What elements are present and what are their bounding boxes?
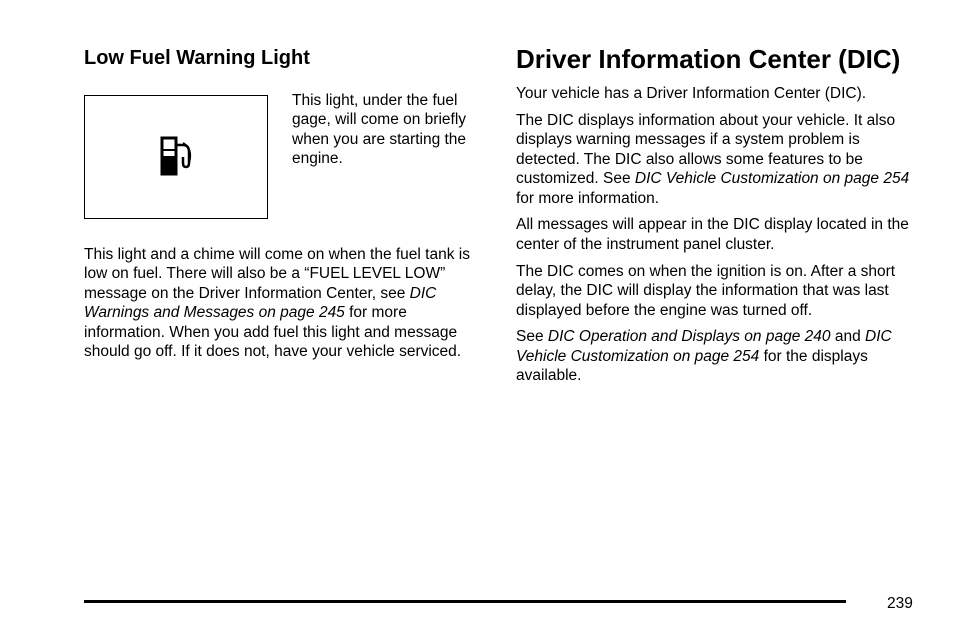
cross-reference: DIC Operation and Displays on page 240	[547, 328, 831, 346]
fuel-pump-icon	[159, 135, 199, 177]
cross-reference: DIC Vehicle Customization on page 254	[634, 170, 910, 188]
page-number: 239	[887, 595, 913, 612]
dic-paragraph: Your vehicle has a Driver Information Center (DIC).	[516, 85, 867, 102]
dic-paragraph: See DIC Operation and Displays on page 240 and DIC Vehicle Customization on page 254 for the displays available.	[516, 328, 892, 385]
low-fuel-body: This light and a chime will come on when the fuel tank is low on fuel. There will also be a “FUEL LEVEL LOW” message on the Driver Information Center, see DIC Warnings and Messages on page 245 for more information. When you add fuel this light and message should go off. If it does not, have your vehicle serviced.	[84, 246, 470, 361]
dic-paragraph: All messages will appear in the DIC display located in the center of the instrument panel cluster.	[516, 216, 909, 253]
section-heading-dic: Driver Information Center (DIC)	[516, 44, 901, 74]
cross-reference: DIC Warnings and Messages on page 245	[84, 284, 437, 322]
warning-light-description: This light, under the fuel gage, will come on briefly when you are starting the engine.	[292, 92, 467, 168]
dic-paragraph: The DIC comes on when the ignition is on. After a short delay, the DIC will display the information that was last displayed before the engine was turned off.	[516, 262, 896, 319]
footer-rule	[84, 600, 846, 603]
section-heading-low-fuel: Low Fuel Warning Light	[84, 47, 310, 69]
cross-reference: DIC Vehicle Customization on page 254	[516, 328, 892, 365]
left-column	[84, 46, 479, 361]
dic-body	[516, 84, 916, 386]
right-column	[516, 44, 916, 393]
dic-paragraph: The DIC displays information about your vehicle. It also displays warning messages if a system problem is detected. The DIC also allows some features to be customized. See DIC Vehicle Customization on page 254 for more information.	[516, 111, 910, 207]
warning-light-frame	[84, 95, 268, 219]
